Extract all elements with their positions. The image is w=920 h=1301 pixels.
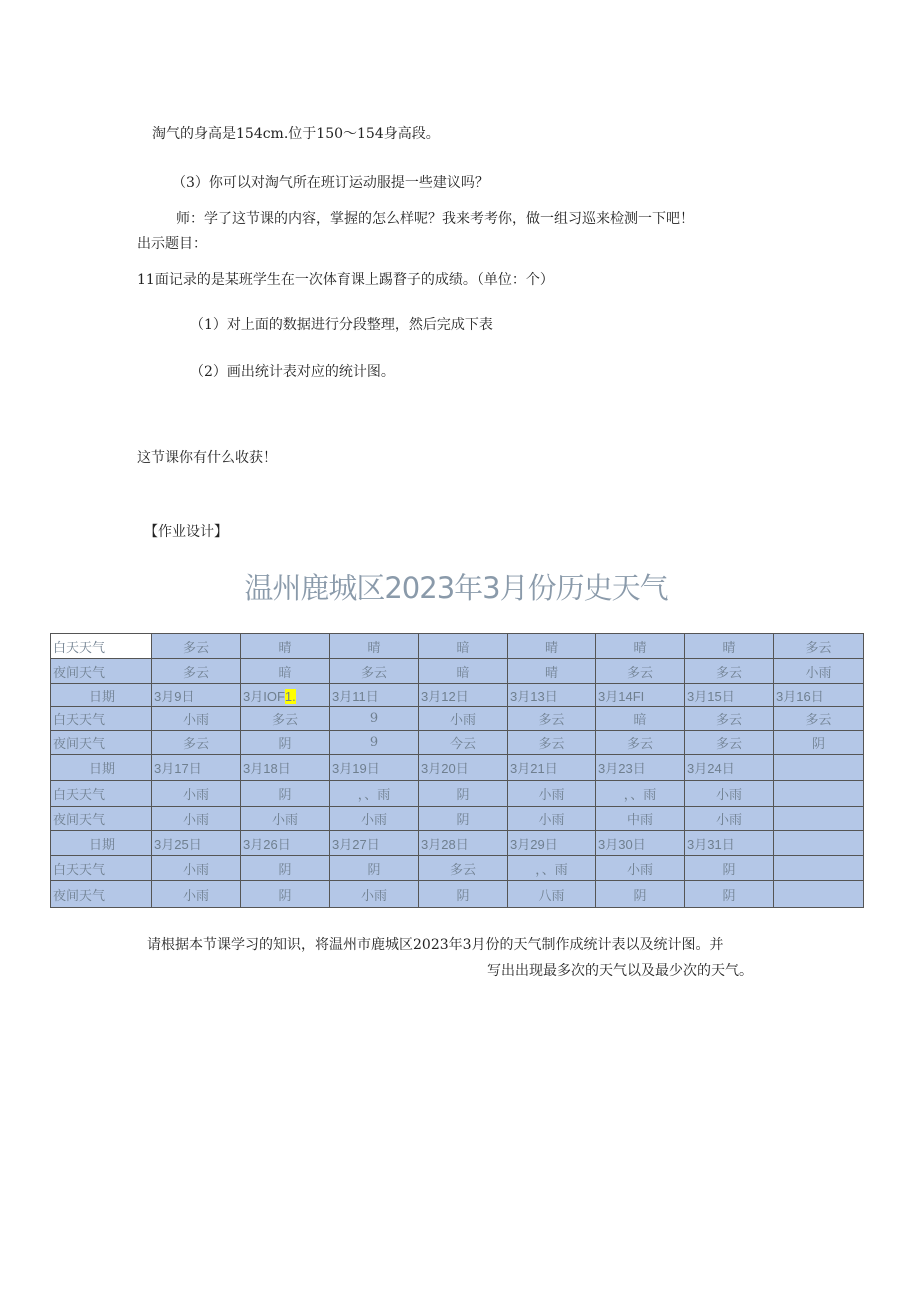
row-label: 夜间天气 bbox=[51, 731, 152, 755]
cell-text: 3月19日 bbox=[332, 761, 380, 776]
paragraph-show-question: 出示题目： bbox=[137, 236, 207, 252]
cell-text: 阴 bbox=[278, 888, 292, 904]
cell-text: 小雨 bbox=[271, 813, 298, 828]
cell-text: 八雨 bbox=[538, 888, 565, 904]
cell-text: 暗 bbox=[278, 665, 292, 681]
cell-text: 小雨 bbox=[182, 862, 209, 878]
table-row bbox=[51, 831, 864, 856]
cell-text: 多云 bbox=[182, 640, 209, 656]
row-label: 夜间天气 bbox=[51, 881, 152, 908]
cell-text: 小雨 bbox=[538, 788, 565, 803]
weather-cell bbox=[330, 731, 419, 755]
weather-cell bbox=[330, 856, 419, 881]
cell-text: 暗 bbox=[456, 640, 470, 656]
weather-cell bbox=[419, 634, 508, 659]
cell-text: 3月30日 bbox=[598, 836, 646, 852]
cell-text: 阴 bbox=[367, 862, 381, 878]
weather-cell bbox=[241, 731, 330, 755]
cell-text: 多云 bbox=[182, 737, 209, 752]
row-label: 白天天气 bbox=[51, 856, 152, 881]
weather-cell bbox=[330, 707, 419, 731]
row-label: 夜间天气 bbox=[51, 659, 152, 684]
weather-cell bbox=[241, 807, 330, 831]
cell-text: 3月31日 bbox=[687, 836, 735, 852]
row-label: 日期 bbox=[51, 684, 152, 707]
cell-text: 阴 bbox=[456, 788, 470, 803]
cell-text: 3月11日 bbox=[332, 688, 379, 704]
cell-text: 3月26日 bbox=[243, 836, 291, 852]
cell-text: 阴 bbox=[456, 813, 470, 828]
date-cell bbox=[508, 831, 596, 856]
date-cell bbox=[774, 755, 864, 781]
weather-cell bbox=[685, 881, 774, 908]
paragraph-question-3: （3）你可以对淘气所在班订运动服提一些建议吗？ bbox=[172, 175, 489, 191]
date-cell bbox=[152, 755, 241, 781]
cell-text: 3月29日 bbox=[510, 836, 558, 852]
date-cell bbox=[241, 684, 330, 707]
cell-text: 晴 bbox=[278, 640, 292, 656]
weather-cell bbox=[241, 881, 330, 908]
weather-cell bbox=[774, 659, 864, 684]
date-cell bbox=[419, 755, 508, 781]
paragraph-task-2: （2）画出统计表对应的统计图。 bbox=[190, 364, 395, 380]
weather-cell bbox=[419, 856, 508, 881]
table-row bbox=[51, 659, 864, 684]
footer-instruction-line-1: 请根据本节课学习的知识，将温州市鹿城区2023年3月份的天气制作成统计表以及统计图。并 bbox=[147, 937, 724, 953]
weather-cell bbox=[419, 659, 508, 684]
cell-text: 阴 bbox=[456, 888, 470, 904]
weather-cell bbox=[419, 731, 508, 755]
paragraph-harvest: 这节课你有什么收获！ bbox=[137, 450, 277, 466]
weather-cell bbox=[774, 807, 864, 831]
cell-text: 多云 bbox=[805, 640, 832, 656]
cell-text: 晴 bbox=[722, 640, 736, 656]
highlighted-text: 1. bbox=[284, 688, 296, 704]
weather-cell bbox=[419, 807, 508, 831]
weather-cell bbox=[508, 659, 596, 684]
table-row bbox=[51, 755, 864, 781]
cell-text: 阴 bbox=[633, 888, 647, 904]
cell-text: 3月17日 bbox=[154, 761, 202, 776]
cell-text: 阴 bbox=[278, 788, 292, 803]
weather-title: 温州鹿城区2023年3月份历史天气 bbox=[244, 571, 668, 605]
section-homework-heading: 【作业设计】 bbox=[144, 524, 228, 540]
weather-cell bbox=[152, 807, 241, 831]
cell-text: 3月12日 bbox=[421, 688, 469, 704]
weather-cell bbox=[241, 659, 330, 684]
weather-cell bbox=[685, 731, 774, 755]
cell-text: 3月23日 bbox=[598, 761, 646, 776]
date-cell bbox=[596, 755, 685, 781]
cell-text: 多云 bbox=[715, 737, 742, 752]
weather-cell bbox=[241, 707, 330, 731]
date-cell bbox=[241, 831, 330, 856]
cell-text: 3月25日 bbox=[154, 836, 202, 852]
table-row bbox=[51, 856, 864, 881]
weather-cell bbox=[685, 659, 774, 684]
row-label: 白天天气 bbox=[51, 781, 152, 807]
cell-text: 小雨 bbox=[715, 788, 742, 803]
cell-text: 小雨 bbox=[182, 888, 209, 904]
cell-text: 3月16日 bbox=[776, 688, 824, 704]
cell-text: 小雨 bbox=[182, 788, 209, 803]
weather-cell bbox=[508, 707, 596, 731]
row-label: 日期 bbox=[51, 755, 152, 781]
weather-cell bbox=[330, 659, 419, 684]
weather-cell bbox=[596, 881, 685, 908]
date-cell bbox=[330, 755, 419, 781]
cell-text: 多云 bbox=[805, 713, 832, 728]
row-label: 白天天气 bbox=[51, 707, 152, 731]
cell-text: 多云 bbox=[626, 737, 653, 752]
cell-text: 阴 bbox=[722, 862, 736, 878]
cell-text: 小雨 bbox=[715, 813, 742, 828]
weather-cell bbox=[152, 856, 241, 881]
weather-cell bbox=[596, 856, 685, 881]
weather-cell bbox=[152, 634, 241, 659]
cell-text: ，、雨 bbox=[357, 788, 391, 803]
paragraph-height: 淘气的身高是154cm.位于150～154身高段。 bbox=[152, 126, 440, 142]
table-row bbox=[51, 707, 864, 731]
cell-text: ，、雨 bbox=[535, 862, 568, 878]
footer-instruction-line-2: 写出出现最多次的天气以及最少次的天气。 bbox=[487, 963, 753, 979]
date-cell bbox=[508, 684, 596, 707]
cell-text: 3月9日 bbox=[154, 688, 195, 704]
cell-text: 中雨 bbox=[626, 813, 653, 828]
weather-cell bbox=[508, 856, 596, 881]
row-label: 夜间天气 bbox=[51, 807, 152, 831]
table-row bbox=[51, 781, 864, 807]
weather-cell bbox=[774, 881, 864, 908]
weather-cell bbox=[596, 731, 685, 755]
weather-cell bbox=[596, 659, 685, 684]
date-cell bbox=[419, 831, 508, 856]
date-cell bbox=[774, 684, 864, 707]
date-cell bbox=[152, 831, 241, 856]
weather-cell bbox=[419, 781, 508, 807]
table-row bbox=[51, 684, 864, 707]
cell-text: ，、雨 bbox=[623, 788, 657, 803]
cell-text: 多云 bbox=[360, 665, 387, 681]
weather-cell bbox=[152, 781, 241, 807]
date-cell bbox=[508, 755, 596, 781]
cell-text: 今云 bbox=[449, 737, 476, 752]
cell-text: 晴 bbox=[544, 665, 558, 681]
cell-text: 小雨 bbox=[805, 665, 832, 681]
cell-text: 多云 bbox=[626, 665, 653, 681]
cell-text: 小雨 bbox=[360, 813, 387, 828]
row-label: 白天天气 bbox=[51, 634, 152, 659]
cell-text: 小雨 bbox=[360, 888, 387, 904]
paragraph-teacher: 师：学了这节课的内容，掌握的怎么样呢？我来考考你，做一组习巡来检测一下吧！ bbox=[176, 211, 694, 227]
cell-text: 阴 bbox=[811, 737, 825, 752]
cell-text: 小雨 bbox=[449, 713, 476, 728]
weather-cell bbox=[419, 881, 508, 908]
row-label: 日期 bbox=[51, 831, 152, 856]
cell-text: 小雨 bbox=[626, 862, 653, 878]
weather-cell bbox=[685, 856, 774, 881]
weather-cell bbox=[241, 781, 330, 807]
date-cell bbox=[774, 831, 864, 856]
weather-cell bbox=[596, 807, 685, 831]
weather-cell bbox=[685, 707, 774, 731]
weather-cell bbox=[330, 807, 419, 831]
cell-text: 3月IOF bbox=[243, 688, 285, 704]
date-cell bbox=[685, 755, 774, 781]
cell-text: 3月13日 bbox=[510, 688, 558, 704]
cell-text: 3月18日 bbox=[243, 761, 291, 776]
cell-text: 3月15日 bbox=[687, 688, 735, 704]
weather-cell bbox=[685, 807, 774, 831]
table-row bbox=[51, 807, 864, 831]
date-cell bbox=[419, 684, 508, 707]
date-cell bbox=[685, 831, 774, 856]
cell-text: 多云 bbox=[182, 665, 209, 681]
weather-cell bbox=[596, 781, 685, 807]
weather-cell bbox=[774, 856, 864, 881]
cell-text: 暗 bbox=[456, 665, 470, 681]
cell-text: 9 bbox=[369, 735, 379, 750]
date-cell bbox=[330, 831, 419, 856]
date-cell bbox=[152, 684, 241, 707]
cell-text: 多云 bbox=[271, 713, 298, 728]
cell-text: 3月28日 bbox=[421, 836, 469, 852]
weather-cell bbox=[774, 707, 864, 731]
weather-table bbox=[50, 633, 864, 908]
table-row bbox=[51, 634, 864, 659]
cell-text: 阴 bbox=[278, 862, 292, 878]
weather-cell bbox=[330, 781, 419, 807]
date-cell bbox=[330, 684, 419, 707]
date-cell bbox=[596, 684, 685, 707]
weather-cell bbox=[508, 807, 596, 831]
weather-cell bbox=[508, 781, 596, 807]
weather-cell bbox=[685, 781, 774, 807]
weather-cell bbox=[774, 731, 864, 755]
date-cell bbox=[241, 755, 330, 781]
weather-cell bbox=[241, 634, 330, 659]
table-row bbox=[51, 731, 864, 755]
cell-text: 多云 bbox=[449, 862, 476, 878]
weather-cell bbox=[330, 634, 419, 659]
weather-cell bbox=[774, 781, 864, 807]
weather-cell bbox=[508, 881, 596, 908]
weather-cell bbox=[596, 707, 685, 731]
cell-text: 3月20日 bbox=[421, 761, 469, 776]
cell-text: 9 bbox=[369, 711, 379, 726]
weather-cell bbox=[419, 707, 508, 731]
cell-text: 阴 bbox=[722, 888, 736, 904]
cell-text: 小雨 bbox=[182, 713, 209, 728]
weather-cell bbox=[152, 881, 241, 908]
weather-cell bbox=[330, 881, 419, 908]
cell-text: 多云 bbox=[715, 713, 742, 728]
table-row bbox=[51, 881, 864, 908]
cell-text: 多云 bbox=[538, 737, 565, 752]
weather-cell bbox=[152, 707, 241, 731]
cell-text: 3月24日 bbox=[687, 761, 735, 776]
date-cell bbox=[685, 684, 774, 707]
cell-text: 3月14FI bbox=[598, 688, 645, 704]
cell-text: 小雨 bbox=[538, 813, 565, 828]
weather-cell bbox=[596, 634, 685, 659]
weather-cell bbox=[685, 634, 774, 659]
paragraph-record: 11面记录的是某班学生在一次体育课上踢瞀子的成绩。（单位：个） bbox=[137, 272, 554, 288]
weather-cell bbox=[241, 856, 330, 881]
cell-text: 小雨 bbox=[182, 813, 209, 828]
weather-cell bbox=[152, 731, 241, 755]
paragraph-task-1: （1）对上面的数据进行分段整理，然后完成下表 bbox=[190, 317, 493, 333]
weather-cell bbox=[508, 634, 596, 659]
weather-cell bbox=[508, 731, 596, 755]
weather-cell bbox=[152, 659, 241, 684]
weather-cell bbox=[774, 634, 864, 659]
date-cell bbox=[596, 831, 685, 856]
cell-text: 多云 bbox=[538, 713, 565, 728]
cell-text: 晴 bbox=[544, 640, 558, 656]
cell-text: 暗 bbox=[633, 713, 647, 728]
cell-text: 晴 bbox=[367, 640, 381, 656]
cell-text: 阴 bbox=[278, 737, 292, 752]
cell-text: 3月21日 bbox=[510, 761, 558, 776]
cell-text: 多云 bbox=[715, 665, 742, 681]
cell-text: 3月27日 bbox=[332, 836, 380, 852]
cell-text: 晴 bbox=[633, 640, 647, 656]
